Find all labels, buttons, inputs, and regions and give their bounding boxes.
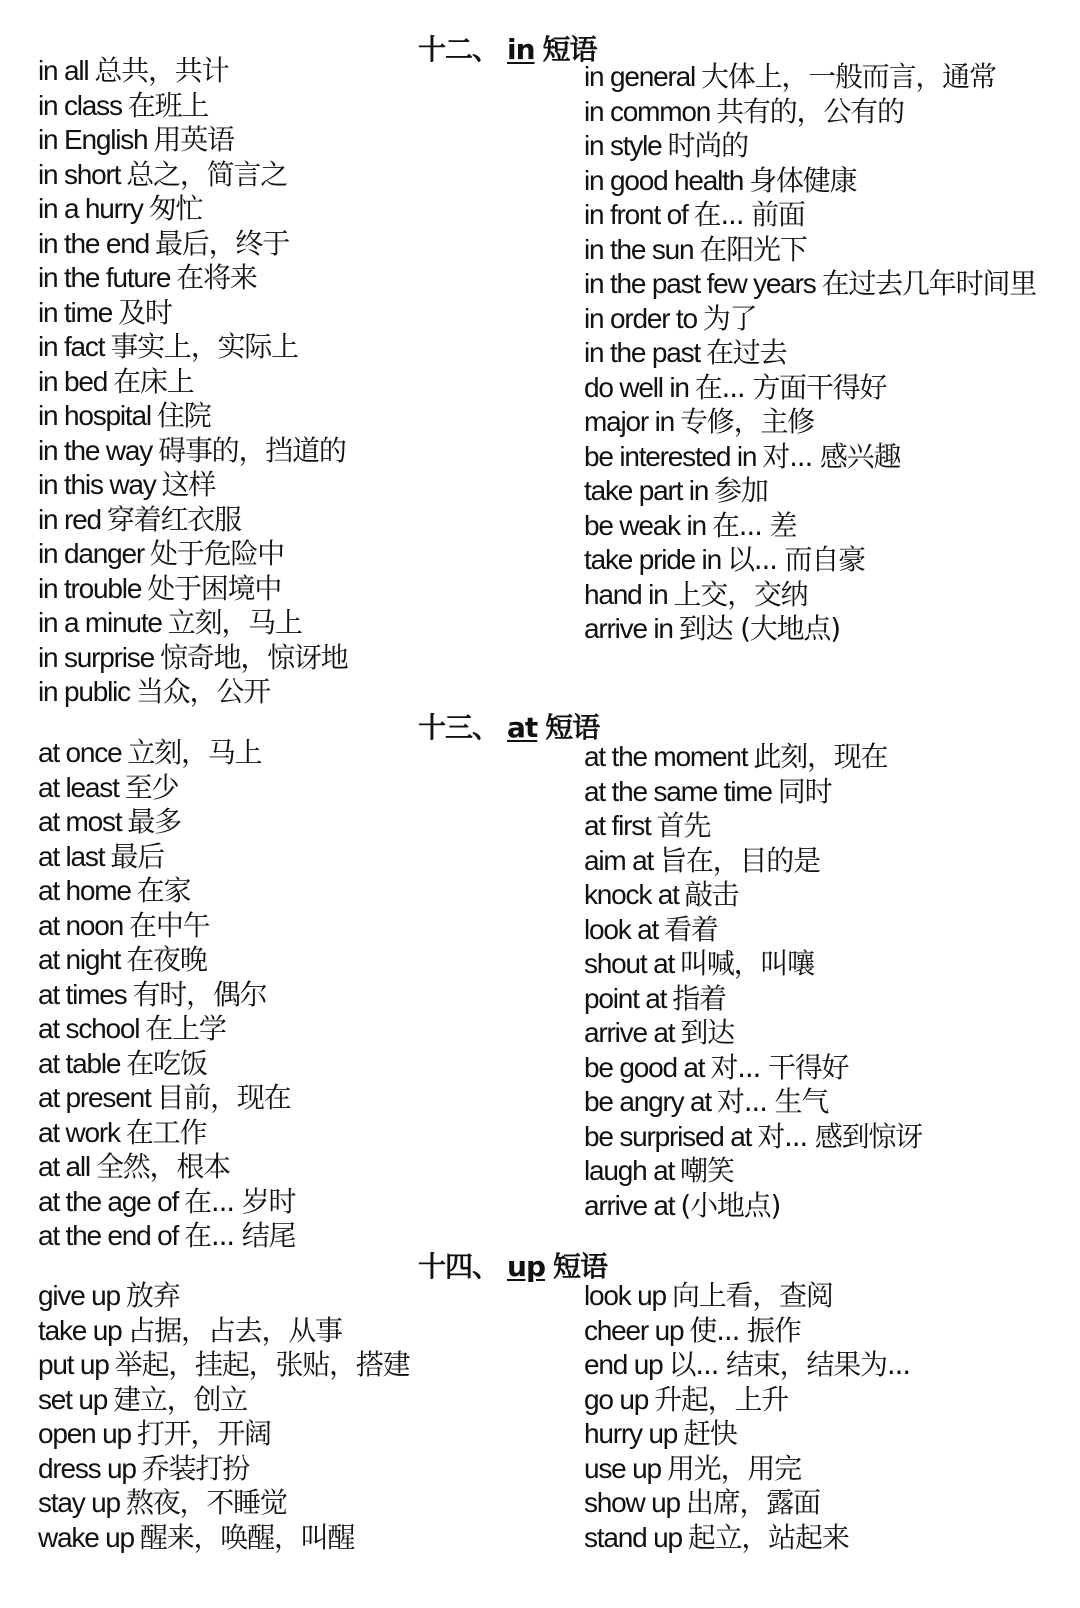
phrase-english: in the way: [38, 434, 153, 466]
phrase-row: [584, 982, 1074, 1017]
phrase-english: put up: [38, 1349, 109, 1380]
phrase-row: [584, 1154, 1074, 1189]
phrase-chinese: 醒来，唤醒，叫醒: [139, 1520, 355, 1554]
phrase-chinese: 在中午: [129, 908, 210, 942]
phrase-english: in public: [38, 676, 130, 707]
phrase-english: in the future: [38, 262, 171, 293]
phrase-english: look up: [584, 1280, 666, 1311]
phrase-row: [38, 1150, 558, 1185]
phrase-english: be interested in: [584, 440, 757, 472]
phrase-chinese: 在夜晚: [126, 943, 207, 976]
phrase-row: [38, 123, 558, 158]
phrase-english: at all: [38, 1151, 90, 1182]
phrase-english: in all: [38, 55, 89, 86]
phrase-list-left: [38, 736, 558, 1254]
phrase-chinese: 首先: [656, 809, 711, 842]
section-title-keyword: up: [507, 1250, 545, 1283]
phrase-row: [38, 468, 558, 503]
phrase-chinese: 对... 感到惊讶: [757, 1119, 923, 1153]
phrase-row: [584, 336, 1074, 371]
phrase-chinese: 参加: [714, 474, 768, 507]
phrase-row: [584, 612, 1074, 647]
phrase-chinese: 举起，挂起，张贴，搭建: [114, 1348, 410, 1381]
phrase-chinese: 用英语: [153, 123, 234, 156]
phrase-english: arrive at: [584, 1189, 675, 1221]
phrase-chinese: 有时，偶尔: [132, 977, 267, 1011]
phrase-chinese: 在家: [136, 874, 191, 907]
phrase-chinese: 目前，现在: [156, 1081, 291, 1114]
phrase-row: [38, 1185, 558, 1220]
phrase-row: [584, 1521, 1074, 1556]
phrase-english: at times: [38, 978, 127, 1010]
phrase-english: in red: [38, 503, 101, 535]
phrase-english: in class: [38, 89, 122, 121]
phrase-chinese: 乔装打扮: [141, 1451, 249, 1485]
phrase-chinese: 此刻，现在: [753, 740, 888, 773]
phrase-english: give up: [38, 1280, 120, 1311]
phrase-english: show up: [584, 1487, 680, 1518]
phrase-row: [584, 913, 1074, 948]
phrase-row: [38, 330, 558, 365]
phrase-row: [38, 1383, 558, 1418]
phrase-english: at home: [38, 875, 131, 906]
phrase-chinese: 住院: [156, 399, 211, 432]
phrase-chinese: 旨在，目的是: [659, 843, 820, 877]
phrase-row: [584, 1417, 1074, 1452]
phrase-chinese: 大体上，一般而言，通常: [700, 60, 996, 93]
phrase-english: take part in: [584, 475, 709, 506]
phrase-english: in danger: [38, 538, 144, 569]
phrase-chinese: 打开，开阔: [136, 1417, 271, 1450]
phrase-chinese: 升起，上升: [654, 1382, 789, 1416]
phrase-chinese: 及时: [118, 295, 172, 329]
phrase-row: [38, 736, 558, 771]
phrase-chinese: 起立，站起来: [687, 1520, 849, 1554]
phrase-row: [584, 405, 1074, 440]
phrase-row: [584, 809, 1074, 844]
phrase-row: [38, 572, 558, 607]
phrase-english: hurry up: [584, 1418, 678, 1449]
phrase-chinese: 惊奇地，惊讶地: [159, 640, 348, 674]
phrase-english: open up: [38, 1418, 131, 1449]
section-title-prefix: 十二、: [418, 33, 500, 66]
phrase-english: at night: [38, 944, 121, 975]
phrase-chinese: 用光，用完: [666, 1451, 801, 1485]
phrase-row: [38, 874, 558, 909]
phrase-row: [584, 1452, 1074, 1487]
phrase-chinese: 处于危险中: [149, 537, 284, 570]
phrase-row: [38, 1012, 558, 1047]
phrase-chinese: 到达: [680, 1016, 734, 1049]
phrase-row: [584, 1085, 1074, 1120]
phrase-row: [584, 1016, 1074, 1051]
phrase-english: knock at: [584, 879, 679, 910]
phrase-english: at noon: [38, 909, 124, 941]
phrase-row: [38, 1279, 558, 1314]
phrase-english: end up: [584, 1349, 663, 1380]
phrase-english: do well in: [584, 371, 689, 403]
phrase-chinese: 敲击: [684, 878, 739, 911]
phrase-english: in front of: [584, 199, 688, 230]
phrase-english: stay up: [38, 1487, 120, 1518]
phrase-chinese: 在工作: [125, 1115, 207, 1149]
phrase-english: set up: [38, 1383, 108, 1415]
phrase-row: [584, 302, 1074, 337]
phrase-english: in the end: [38, 227, 149, 259]
section-title-keyword: at: [507, 711, 538, 744]
phrase-english: arrive at: [584, 1017, 675, 1048]
phrase-chinese: 在将来: [176, 261, 257, 294]
phrase-chinese: 在床上: [113, 364, 194, 398]
phrase-chinese: 事实上，实际上: [110, 330, 298, 363]
phrase-english: aim at: [584, 844, 654, 876]
phrase-english: at most: [38, 806, 122, 837]
phrase-english: in short: [38, 158, 121, 190]
phrase-list-right: [584, 740, 1074, 1223]
phrase-row: [584, 198, 1074, 233]
phrase-english: laugh at: [584, 1155, 675, 1186]
phrase-english: in style: [584, 130, 662, 161]
phrase-row: [38, 909, 558, 944]
phrase-chinese: 看着: [664, 912, 718, 946]
phrase-row: [38, 1116, 558, 1151]
phrase-chinese: 在... 差: [711, 508, 797, 542]
section-title-suffix: 短语: [553, 1250, 608, 1283]
phrase-chinese: 在吃饭: [126, 1046, 207, 1080]
phrase-english: at table: [38, 1047, 121, 1079]
phrase-row: [38, 158, 558, 193]
phrase-chinese: 时尚的: [667, 129, 748, 162]
phrase-chinese: 在... 方面干得好: [694, 370, 887, 404]
phrase-row: [38, 1486, 558, 1521]
phrase-chinese: 最多: [127, 805, 182, 838]
phrase-chinese: 在班上: [127, 88, 209, 122]
phrase-chinese: 到达 (大地点): [678, 612, 840, 645]
phrase-row: [38, 1047, 558, 1082]
phrase-english: at school: [38, 1013, 140, 1044]
phrase-chinese: 赶快: [683, 1417, 737, 1450]
phrase-english: in fact: [38, 331, 105, 362]
phrase-chinese: 在过去: [706, 336, 787, 369]
phrase-english: at the age of: [38, 1185, 179, 1217]
phrase-row: [38, 1081, 558, 1116]
phrase-english: at work: [38, 1116, 120, 1148]
phrase-chinese: 在阳光下: [699, 232, 807, 266]
phrase-chinese: 全然，根本: [95, 1150, 230, 1183]
phrase-row: [584, 740, 1074, 775]
phrase-row: [584, 543, 1074, 578]
phrase-chinese: 这样: [161, 468, 216, 501]
phrase-chinese: 在... 岁时: [184, 1184, 296, 1218]
phrase-english: in a hurry: [38, 193, 143, 224]
phrase-row: [38, 54, 558, 89]
phrase-row: [584, 1279, 1074, 1314]
phrase-english: in the sun: [584, 233, 694, 265]
phrase-row: [38, 675, 558, 710]
phrase-english: use up: [584, 1452, 661, 1484]
phrase-row: [38, 296, 558, 331]
phrase-row: [584, 1383, 1074, 1418]
phrase-english: look at: [584, 913, 659, 945]
phrase-chinese: 使... 振作: [689, 1313, 801, 1347]
phrase-chinese: 在... 前面: [693, 198, 805, 231]
phrase-english: shout at: [584, 948, 675, 979]
phrase-chinese: 立刻，马上: [167, 606, 302, 639]
phrase-row: [584, 233, 1074, 268]
phrase-row: [584, 95, 1074, 130]
phrase-english: at least: [38, 771, 119, 803]
phrase-list-left: [38, 54, 558, 710]
phrase-english: major in: [584, 406, 674, 437]
section-title-suffix: 短语: [542, 33, 597, 66]
phrase-chinese: 专修，主修: [680, 405, 815, 438]
phrase-english: in the past: [584, 337, 700, 368]
section-title-prefix: 十三、: [418, 711, 500, 744]
phrase-english: cheer up: [584, 1314, 684, 1346]
phrase-chinese: 出席，露面: [685, 1486, 820, 1519]
phrase-row: [584, 1314, 1074, 1349]
phrase-chinese: 匆忙: [148, 192, 203, 225]
phrase-row: [38, 1452, 558, 1487]
phrase-row: [38, 227, 558, 262]
phrase-chinese: 为了: [702, 301, 757, 335]
phrase-chinese: 对... 干得好: [710, 1050, 849, 1084]
phrase-english: point at: [584, 982, 667, 1014]
phrase-english: take up: [38, 1314, 122, 1346]
phrase-row: [38, 771, 558, 806]
phrase-list-right: [584, 60, 1074, 647]
phrase-english: in hospital: [38, 400, 151, 431]
phrase-chinese: 以... 而自豪: [726, 543, 865, 576]
phrase-english: at present: [38, 1082, 151, 1113]
phrase-row: [38, 943, 558, 978]
phrase-chinese: 叫喊，叫嚷: [680, 947, 815, 980]
phrase-row: [38, 1314, 558, 1349]
phrase-list-left: [38, 1279, 558, 1555]
phrase-row: [38, 1348, 558, 1383]
phrase-chinese: 上交，交纳: [673, 577, 808, 611]
phrase-row: [584, 129, 1074, 164]
phrase-row: [38, 503, 558, 538]
phrase-english: be surprised at: [584, 1120, 752, 1152]
phrase-row: [584, 474, 1074, 509]
phrase-row: [38, 978, 558, 1013]
phrase-english: at first: [584, 810, 651, 841]
phrase-english: go up: [584, 1383, 649, 1415]
phrase-chinese: 总之，简言之: [126, 157, 288, 191]
phrase-english: be angry at: [584, 1086, 711, 1117]
phrase-chinese: 至少: [124, 770, 179, 804]
phrase-english: stand up: [584, 1521, 682, 1553]
phrase-chinese: 穿着红衣服: [106, 502, 241, 536]
phrase-english: in trouble: [38, 572, 142, 604]
phrase-row: [584, 878, 1074, 913]
phrase-row: [38, 365, 558, 400]
phrase-row: [38, 434, 558, 469]
phrase-english: in surprise: [38, 641, 154, 673]
phrase-row: [38, 192, 558, 227]
phrase-chinese: 在上学: [145, 1012, 226, 1045]
phrase-chinese: 当众，公开: [135, 675, 270, 708]
phrase-row: [584, 578, 1074, 613]
phrase-chinese: 熬夜，不睡觉: [125, 1486, 287, 1519]
phrase-chinese: 向上看，查阅: [671, 1279, 833, 1312]
phrase-english: in this way: [38, 469, 156, 500]
phrase-english: dress up: [38, 1452, 136, 1484]
phrase-english: be weak in: [584, 509, 706, 541]
phrase-english: in common: [584, 95, 711, 127]
phrase-row: [38, 641, 558, 676]
phrase-chinese: 放弃: [125, 1279, 180, 1312]
phrase-chinese: 建立，创立: [113, 1382, 248, 1416]
phrase-chinese: (小地点): [680, 1188, 781, 1222]
phrase-chinese: 占据，占去，从事: [127, 1313, 342, 1347]
phrase-row: [584, 267, 1074, 302]
phrase-chinese: 立刻，马上: [127, 736, 262, 769]
phrase-chinese: 总共，共计: [94, 54, 229, 87]
phrase-row: [584, 440, 1074, 475]
phrase-row: [38, 399, 558, 434]
phrase-english: at the same time: [584, 775, 772, 807]
phrase-row: [584, 1348, 1074, 1383]
phrase-chinese: 嘲笑: [680, 1154, 734, 1187]
phrase-chinese: 在过去几年时间里: [821, 267, 1037, 300]
phrase-english: in general: [584, 61, 695, 92]
phrase-row: [584, 164, 1074, 199]
phrase-chinese: 指着: [672, 981, 726, 1015]
phrase-row: [584, 1486, 1074, 1521]
phrase-chinese: 对... 生气: [716, 1085, 829, 1118]
phrase-english: in English: [38, 124, 148, 155]
phrase-english: in order to: [584, 302, 697, 334]
phrase-row: [584, 60, 1074, 95]
phrase-row: [584, 1120, 1074, 1155]
phrase-row: [584, 1051, 1074, 1086]
phrase-chinese: 处于困境中: [147, 571, 282, 605]
phrase-row: [584, 371, 1074, 406]
phrase-english: in time: [38, 296, 113, 328]
phrase-english: in a minute: [38, 607, 162, 638]
phrase-row: [38, 261, 558, 296]
phrase-row: [38, 606, 558, 641]
phrase-chinese: 同时: [777, 774, 832, 808]
section-title-keyword: in: [507, 33, 535, 66]
phrase-row: [584, 947, 1074, 982]
phrase-chinese: 对... 感兴趣: [762, 439, 901, 473]
phrase-english: at last: [38, 840, 105, 872]
phrase-row: [38, 805, 558, 840]
phrase-english: in bed: [38, 365, 108, 397]
phrase-row: [38, 89, 558, 124]
phrase-english: take pride in: [584, 544, 721, 575]
phrase-chinese: 最后: [110, 839, 164, 873]
phrase-english: in the past few years: [584, 268, 816, 299]
section-title-prefix: 十四、: [418, 1250, 500, 1283]
phrase-chinese: 身体健康: [749, 163, 857, 197]
phrase-row: [38, 1417, 558, 1452]
phrase-english: in good health: [584, 164, 744, 196]
phrase-list-right: [584, 1279, 1074, 1555]
phrase-row: [584, 1189, 1074, 1224]
phrase-english: at the moment: [584, 741, 748, 772]
phrase-english: be good at: [584, 1051, 705, 1083]
phrase-chinese: 以... 结束，结果为...: [668, 1348, 910, 1381]
phrase-english: arrive in: [584, 613, 673, 644]
phrase-row: [38, 1521, 558, 1556]
phrase-row: [584, 509, 1074, 544]
phrase-english: hand in: [584, 578, 668, 610]
phrase-row: [38, 840, 558, 875]
phrase-chinese: 共有的，公有的: [716, 94, 904, 128]
phrase-english: at the end of: [38, 1220, 179, 1251]
phrase-chinese: 最后，终于: [155, 226, 290, 260]
phrase-english: at once: [38, 737, 122, 768]
phrase-english: wake up: [38, 1521, 134, 1553]
phrase-chinese: 在... 结尾: [184, 1219, 296, 1252]
phrase-row: [584, 844, 1074, 879]
phrase-chinese: 碍事的，挡道的: [158, 433, 346, 467]
phrase-row: [38, 537, 558, 572]
section-title-suffix: 短语: [545, 711, 600, 744]
phrase-row: [584, 775, 1074, 810]
